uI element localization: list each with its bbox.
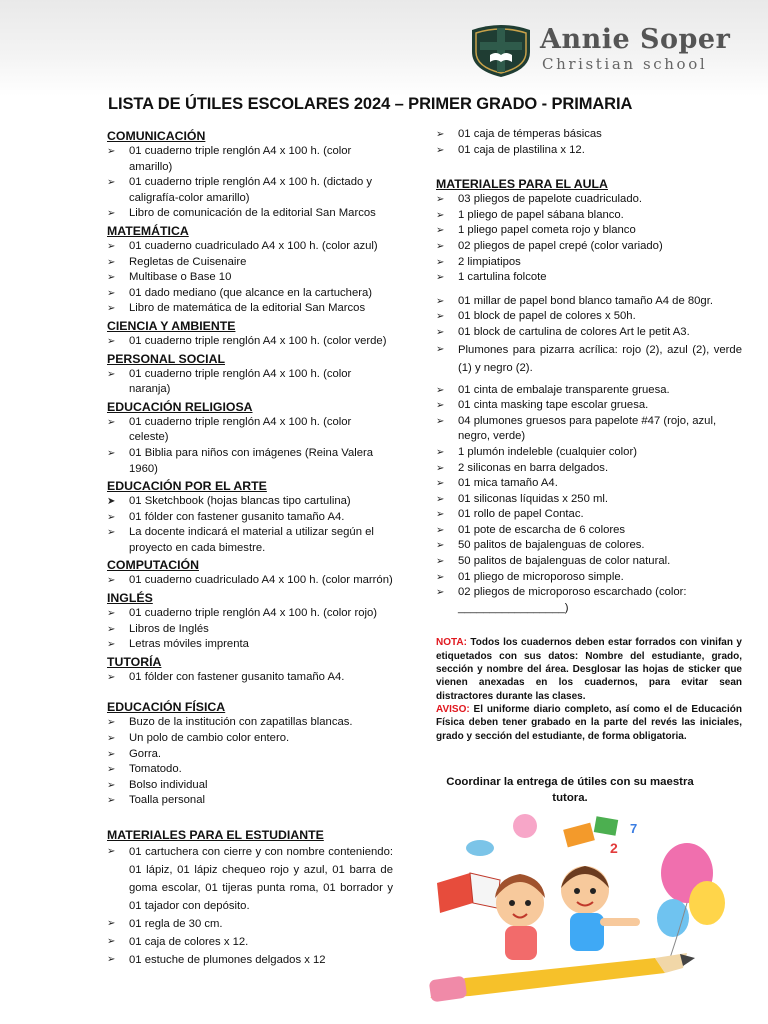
- list-item: ➢ 01 fólder con fastener gusanito tamaño A4.: [107, 670, 393, 686]
- heading-personal-social: PERSONAL SOCIAL: [107, 351, 225, 366]
- school-name: Annie Soper: [540, 24, 731, 55]
- list-item: ➢ Libros de Inglés: [107, 622, 393, 638]
- list-personal-social: [107, 367, 393, 398]
- list-item: ➢ 01 cinta masking tape escolar gruesa.: [436, 398, 742, 414]
- list-aula-2: [436, 294, 742, 377]
- list-item: ➢ Buzo de la institución con zapatillas blancas.: [107, 715, 393, 731]
- aviso-text: El uniforme diario completo, así como el de Educación Física deben tener grabado en la parte del revés las iniciales, grado y sección del estudiante, de forma obligatoria.: [436, 703, 742, 742]
- list-item: ➢ 03 pliegos de papelote cuadriculado.: [436, 192, 742, 208]
- list-religiosa: [107, 415, 393, 477]
- list-item: ➢ Regletas de Cuisenaire: [107, 255, 393, 271]
- list-item: ➢ 02 pliegos de microporoso escarchado (color: _________________): [436, 585, 742, 616]
- list-item: ➢ 01 dado mediano (que alcance en la cartuchera): [107, 286, 393, 302]
- heading-comunicacion: COMUNICACIÓN: [107, 129, 206, 143]
- list-item: ➢ 50 palitos de bajalenguas de colores.: [436, 538, 742, 554]
- heading-computacion: COMPUTACIÓN: [107, 558, 199, 573]
- coordinar-note: Coordinar la entrega de útiles con su maestra tutora.: [446, 776, 694, 804]
- list-item: ➢ 01 caja de colores x 12.: [107, 933, 393, 951]
- list-item: ➢ 01 cinta de embalaje transparente gruesa.: [436, 383, 742, 399]
- list-item: ➢ Tomatodo.: [107, 762, 393, 778]
- heading-aula: MATERIALES PARA EL AULA: [436, 177, 608, 192]
- list-aula-1: [436, 192, 742, 286]
- aviso-paragraph: [436, 703, 742, 743]
- list-computacion: [107, 573, 393, 589]
- list-item: ➢ 1 pliego de papel sábana blanco.: [436, 208, 742, 224]
- list-item: ➢ 01 siliconas líquidas x 250 ml.: [436, 492, 742, 508]
- list-item: ➢ 01 pote de escarcha de 6 colores: [436, 523, 742, 539]
- list-item: ➢ 50 palitos de bajalenguas de color natural.: [436, 554, 742, 570]
- nota-label: NOTA:: [436, 637, 467, 649]
- heading-fisica: EDUCACIÓN FÍSICA: [107, 700, 226, 715]
- school-logo: [466, 22, 756, 78]
- kids-on-pencil-illustration: [425, 808, 725, 1013]
- list-fisica: [107, 715, 393, 809]
- list-item: ➢ Un polo de cambio color entero.: [107, 731, 393, 747]
- list-item: ➢ 01 caja de témperas básicas: [436, 127, 742, 143]
- svg-text:2: 2: [610, 840, 618, 856]
- list-item: ➢ 02 pliegos de papel crepé (color variado): [436, 239, 742, 255]
- list-item: ➤ 01 Sketchbook (hojas blancas tipo cartulina): [107, 494, 393, 510]
- list-arte-continued: [436, 127, 742, 158]
- list-item: ➢ 1 plumón indeleble (cualquier color): [436, 445, 742, 461]
- list-item: ➢ Libro de comunicación de la editorial San Marcos: [107, 206, 393, 222]
- list-item: ➢ 1 cartulina folcote: [436, 270, 742, 286]
- list-item: ➢ 01 caja de plastilina x 12.: [436, 143, 742, 159]
- heading-estudiante: MATERIALES PARA EL ESTUDIANTE: [107, 828, 324, 842]
- heading-arte: EDUCACIÓN POR EL ARTE: [107, 479, 267, 494]
- nota-paragraph: [436, 636, 742, 702]
- list-item: ➢ La docente indicará el material a utilizar según el proyecto en cada bimestre.: [107, 525, 393, 556]
- list-comunicacion: [107, 144, 393, 222]
- list-item: ➢ 01 cuaderno triple renglón A4 x 100 h. (color verde): [107, 334, 393, 350]
- list-item: ➢ Letras móviles imprenta: [107, 637, 393, 653]
- page-title: LISTA DE ÚTILES ESCOLARES 2024 – PRIMER GRADO - PRIMARIA: [108, 95, 633, 113]
- list-item: ➢ 01 cuaderno cuadriculado A4 x 100 h. (color marrón): [107, 573, 393, 589]
- list-item: ➢ 01 mica tamaño A4.: [436, 476, 742, 492]
- list-item: ➢ 01 cuaderno cuadriculado A4 x 100 h. (color azul): [107, 239, 393, 255]
- list-item: ➢ 01 regla de 30 cm.: [107, 915, 393, 933]
- list-matematica: [107, 239, 393, 317]
- heading-ciencia: CIENCIA Y AMBIENTE: [107, 318, 236, 333]
- list-item: ➢ 01 cuaderno triple renglón A4 x 100 h. (dictado y caligrafía-color amarillo): [107, 175, 393, 206]
- list-item: ➢ 01 rollo de papel Contac.: [436, 507, 742, 523]
- school-subtitle: Christian school: [542, 55, 708, 73]
- list-item: ➢ 01 cuaderno triple renglón A4 x 100 h. (color rojo): [107, 606, 393, 622]
- list-estudiante: [107, 843, 393, 969]
- shield-logo-icon: [466, 22, 536, 78]
- list-item: ➢ Bolso individual: [107, 778, 393, 794]
- left-column: [107, 127, 393, 969]
- list-item: ➢ 1 pliego papel cometa rojo y blanco: [436, 223, 742, 239]
- heading-religiosa: EDUCACIÓN RELIGIOSA: [107, 399, 253, 414]
- list-item: ➢ Toalla personal: [107, 793, 393, 809]
- list-item: ➢ Libro de matemática de la editorial San Marcos: [107, 301, 393, 317]
- list-item: ➢ 01 pliego de microporoso simple.: [436, 570, 742, 586]
- list-item: ➢ 2 siliconas en barra delgados.: [436, 461, 742, 477]
- list-item: ➢ 01 millar de papel bond blanco tamaño A4 de 80gr.: [436, 294, 742, 310]
- heading-tutoria: TUTORÍA: [107, 654, 162, 669]
- aviso-label: AVISO:: [436, 703, 470, 715]
- right-column: [436, 127, 742, 743]
- list-aula-3: [436, 383, 742, 617]
- list-tutoria: [107, 670, 393, 686]
- list-arte: [107, 494, 393, 556]
- list-ciencia: [107, 334, 393, 350]
- list-item: ➢ 01 estuche de plumones delgados x 12: [107, 951, 393, 969]
- list-item: ➢ Multibase o Base 10: [107, 270, 393, 286]
- list-item: ➢ 01 cuaderno triple renglón A4 x 100 h. (color naranja): [107, 367, 393, 398]
- list-ingles: [107, 606, 393, 653]
- list-item: ➢ 01 Biblia para niños con imágenes (Reina Valera 1960): [107, 446, 393, 477]
- svg-text:7: 7: [630, 821, 638, 836]
- list-item: ➢ 04 plumones gruesos para papelote #47 (rojo, azul, negro, verde): [436, 414, 742, 445]
- list-item: ➢ 01 block de cartulina de colores Art le petit A3.: [436, 325, 742, 341]
- nota-text: Todos los cuadernos deben estar forrados con vinifan y etiquetados con sus datos: Nombre del estudiante, grado, sección y nombre del área. Desglosar las hojas de sticker que vienen anexadas en los cuadernos, para evitar sean distractores durante las clases.: [436, 637, 742, 702]
- heading-ingles: INGLÉS: [107, 591, 153, 606]
- list-item: ➢ Gorra.: [107, 747, 393, 763]
- list-item: ➢ 01 fólder con fastener gusanito tamaño A4.: [107, 510, 393, 526]
- list-item: ➢ 01 block de papel de colores x 50h.: [436, 309, 742, 325]
- list-item: ➢ 01 cartuchera con cierre y con nombre conteniendo: 01 lápiz, 01 lápiz chequeo rojo y azul, 01 barra de goma escolar, 01 tijeras punta roma, 01 borrador y 01 tajador con depósito.: [107, 843, 393, 915]
- list-item: ➢ Plumones para pizarra acrílica: rojo (2), azul (2), verde (1) y negro (2).: [436, 341, 742, 377]
- heading-matematica: MATEMÁTICA: [107, 223, 189, 238]
- list-item: ➢ 01 cuaderno triple renglón A4 x 100 h. (color celeste): [107, 415, 393, 446]
- list-item: ➢ 2 limpiatipos: [436, 255, 742, 271]
- list-item: ➢ 01 cuaderno triple renglón A4 x 100 h. (color amarillo): [107, 144, 393, 175]
